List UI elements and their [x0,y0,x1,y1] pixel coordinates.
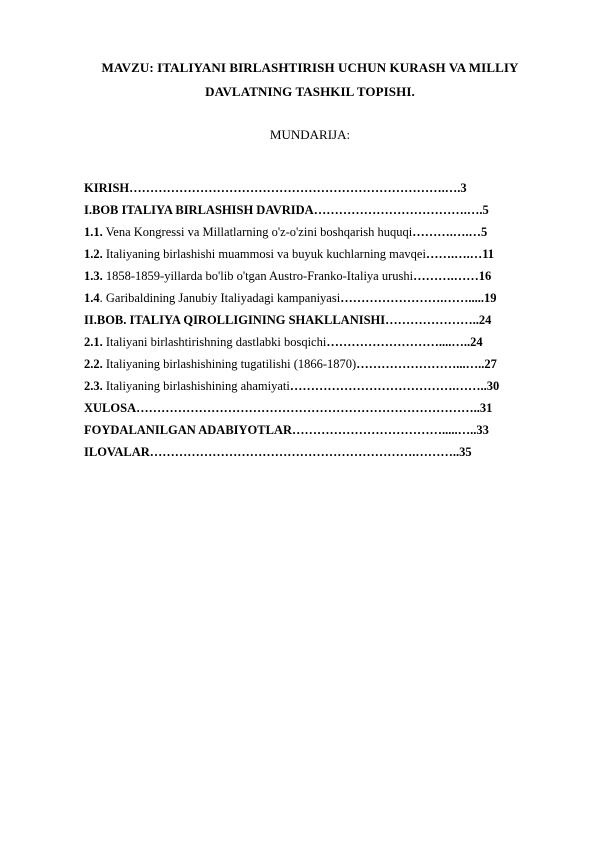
toc-entry [84,419,546,441]
toc-entry-number: 1.2. [84,247,103,261]
toc-entry-title: I.BOB ITALIYA BIRLASHISH DAVRIDA [84,203,314,217]
document-title-line-2: DAVLATNING TASHKIL TOPISHI. [205,84,415,99]
toc-entry-title: . Garibaldining Janubiy Italiyadagi kampaniyasi [99,291,341,305]
toc-entry [84,331,546,353]
toc-entry-number: 1.1. [84,225,103,239]
toc-entry-title: II.BOB. ITALIYA QIROLLIGINING SHAKLLANISHI [84,313,386,327]
toc-entry [84,243,554,265]
toc-entry [84,375,546,397]
table-of-contents-heading: MUNDARIJA: [269,127,351,142]
toc-entry-title: Vena Kongressi va Millatlarning o'z-o'zini boshqarish huquqi [102,225,413,239]
toc-entry-title: XULOSA [84,401,137,415]
toc-entry-leader-and-page: ……………………...…..27 [356,357,497,371]
toc-entry-number: 2.1. [84,335,103,349]
toc-entry-title: Italiyani birlashtirishning dastlabki bosqichi [102,335,327,349]
toc-entry-leader-and-page: ………………………………………………………………………..31 [136,401,493,415]
table-of-contents [84,177,554,463]
toc-entry-title: 1858-1859-yillarda bo'lib o'tgan Austro-Franko-Italiya urushi [102,269,414,283]
toc-entry-leader-and-page: …….….…11 [425,247,495,261]
toc-entry [84,309,546,331]
toc-entry-leader-and-page: ………………………....…..24 [326,335,483,349]
toc-entry-leader-and-page: ……………………………….….5 [313,203,489,217]
toc-entry-leader-and-page: ……….….…5 [412,225,488,239]
toc-entry-title: KIRISH [84,181,130,195]
toc-entry-leader-and-page: ……….……16 [413,269,492,283]
toc-entry-leader-and-page: ……………………………….....…..33 [292,423,489,437]
toc-entry [84,177,554,199]
toc-entry-leader-and-page: ………………………………….……..30 [289,379,500,393]
toc-entry-leader-and-page: …………………..24 [385,313,492,327]
toc-entry-number: 2.2. [84,357,103,371]
toc-entry-title: Italiyaning birlashishi muammosi va buyuk kuchlarning mavqei [102,247,426,261]
toc-entry-leader-and-page: ………………………………………………………………….….3 [129,181,467,195]
toc-entry-title: FOYDALANILGAN ADABIYOTLAR [84,423,293,437]
toc-entry-number: 2.3. [84,379,103,393]
toc-entry-leader-and-page: ……………………………………………………….………..35 [149,445,472,459]
toc-entry-title: Italiyaning birlashishining tugatilishi (1866-1870) [102,357,357,371]
toc-entry [84,199,546,221]
toc-entry [84,265,546,287]
toc-entry-title: Italiyaning birlashishining ahamiyati [102,379,290,393]
document-title-line-1: MAVZU: ITALIYANI BIRLASHTIRISH UCHUN KURASH VA MILLIY [101,60,519,75]
toc-entry-number: 1.4 [84,291,100,305]
toc-entry [84,287,546,309]
toc-entry-leader-and-page: …………………….…….....19 [340,291,497,305]
toc-entry-title: ILOVALAR [84,445,150,459]
toc-entry [84,353,546,375]
toc-entry-number: 1.3. [84,269,103,283]
toc-entry [84,221,546,243]
toc-entry [84,441,546,463]
toc-entry [84,397,546,419]
